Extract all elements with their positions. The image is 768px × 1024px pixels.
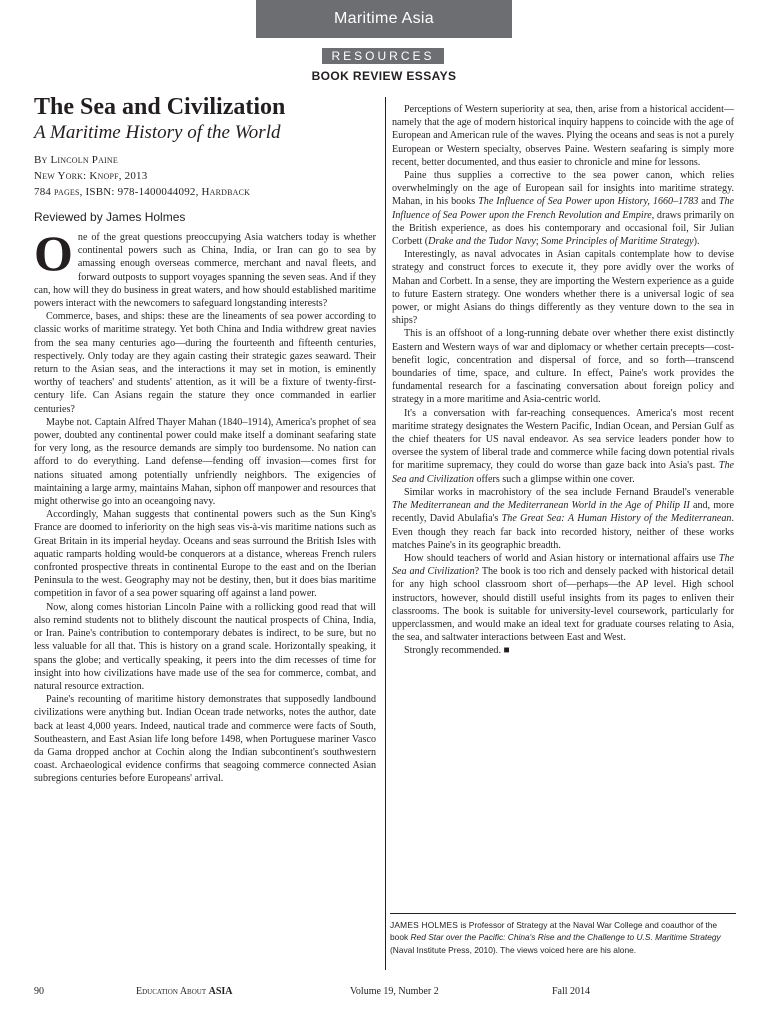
book-title-reference: Drake and the Tudor Navy (428, 236, 536, 248)
paragraph: Accordingly, Mahan suggests that continental powers such as the Sun King's France are doomed to inferiority on the high seas vis-à-vis maritime nations such as Great Britain in its imperial heyday. Oceans and seas surround the British Isles with aquatic ramparts holding would-be conquerors at a distance, whereas French rulers confronted prospective threats in continental Europe to the east and on the Iberian Peninsula to the west. Geography may not be destiny, then, but it does bias maritime competition in favor of a sea power squaring off against a land power. (34, 509, 376, 600)
paragraph: Paine's recounting of maritime history demonstrates that supposedly landbound civilizations were anything but. Indian Ocean trade networks, notes the author, date back at least 4,000 years. Indeed, nautical trade and commerce were facts of South, Southeastern, and East Asian life long before 1498, when Portuguese mariner Vasco da Gama dropped anchor at Cochin along the Indian subcontinent's southwestern coast. Archaeological evidence confirms that seagoing commerce connected Asian subregions centuries before Europeans' arrival. (34, 694, 376, 785)
author-line: By Lincoln Paine (34, 154, 118, 166)
isbn-value: 978-1400044092 (117, 186, 196, 198)
author-bio: JAMES HOLMES is Professor of Strategy at the Naval War College and coauthor of the book Red Star over the Pacific: China's Rise and the Challenge to U.S. Maritime Strategy (Naval Institute Press, 2010). The views voiced here are his alone. (390, 920, 721, 955)
book-title-reference: The Sea and Civilization (392, 460, 734, 485)
paragraph: Commerce, bases, and ships: these are the lineaments of sea power according to classic works of maritime strategy. Yet both China and India withdrew great navies from the sea many centuries ago—during the fourteenth and fifteenth centuries, respectively. Only today are they again casting their strategic gazes seaward. Their return to the Asian seas, and the interactions it may set in motion, is eminently worthy of teachers' and students' attention, as it will be a fixture of twenty-first-century life. Can Asians regain the stature they once commanded in earlier centuries? (34, 311, 376, 415)
volume-number: Volume 19, Number 2 (350, 986, 439, 997)
book-title-reference: The Mediterranean and the Mediterranean World in the Age of Philip II (392, 500, 690, 512)
right-column (392, 103, 734, 658)
bio-name: JAMES HOLMES (390, 920, 459, 930)
book-title-reference: The Sea and Civilization (392, 552, 734, 578)
paragraph: Now, along comes historian Lincoln Paine with a rollicking good read that will also remind students not to blithely discount the nautical prospects of China, India, or Iran. Paine's contribution to contemporary debates is indirect, to be sure, but no less valuable for all that. This is history on a grand scale. Horizontally speaking, it spans the globe; and vertically speaking, it peers into the dim recesses of time for insight into how civilizations have made use of the sea for commerce, combat, and natural resource extraction. (34, 601, 376, 692)
book-details-line (34, 184, 376, 200)
category-label: RESOURCES (322, 48, 444, 64)
left-column (34, 94, 376, 786)
book-title-reference: The Influence of Sea Power upon History, 1660–1783 (478, 196, 699, 208)
paragraph: Perceptions of Western superiority at sea, then, arise from a historical accident—namely that the age of modern historical inquiry happens to coincide with the age of European and American rule of the waves. Plying the oceans and seas is not a purely European or Western specialty, observes Paine. Western seafaring is simply more recent, better documented, and thus easier to chronicle and mine for lessons. (392, 104, 734, 168)
section-banner (256, 0, 512, 38)
paragraph: How should teachers of world and Asian history or international affairs use The Sea and Civilization? The book is too rich and densely packed with historical detail for any high school classroom short of—perhaps—the AP level. High school instructors, however, should distill useful insights from its pages to enliven their classrooms. The book is suitable for university-level coursework, particularly for upperclassmen, and would make an ideal text for graduate courses relating to Asia, the sea, and saltwater interactions between East and West. (392, 552, 734, 644)
publisher-line: New York: Knopf, 2013 (34, 170, 148, 182)
paragraph: Similar works in macrohistory of the sea include Fernand Braudel's venerable The Mediterranean and the Mediterranean World in the Age of Philip II and, more recently, David Abulafia's The Great Sea: A Human History of the Mediterranean. Even though they reach far back into recorded history, neither of these works matches Paine's in its geographic breadth. (392, 486, 734, 551)
journal-name: Education About ASIA (136, 986, 233, 997)
paragraph: This is an offshoot of a long-running debate over whether there exist distinctly Eastern and Western ways of war and diplomacy or whether certain precepts—cost-benefit logic, concentration and dispersal of force, and so forth—transcend boundaries of time, space, and culture. In effect, Paine's work provides the fundamental research for a fascinating conversation about foreign policy and strategy in a more maritime and Asia-centric world. (392, 328, 734, 406)
paragraph: Strongly recommended. ■ (404, 645, 510, 657)
subcategory-label: BOOK REVIEW ESSAYS (311, 69, 457, 83)
bio-divider (390, 913, 736, 914)
bio-book-title: Red Star over the Pacific: China's Rise and the Challenge to U.S. Maritime Strategy (410, 932, 721, 943)
book-title-reference: The Influence of Sea Power upon the French Revolution and Empire (392, 196, 734, 221)
paragraph: Paine thus supplies a corrective to the sea power canon, which relies overwhelmingly on the age of European sail for insights into maritime strategy. Mahan, in his books The Influence of Sea Power upon History, 1660–1783 and The Influence of Sea Power upon the French Revolution and Empire, draws primarily on the British experience, as does his contemporary and occasional foil, Sir Julian Corbett (Drake and the Tudor Navy; Some Principles of Maritime Strategy). (392, 170, 734, 248)
paragraph: Interestingly, as naval advocates in Asian capitals contemplate how to devise strategy and construct forces to execute it, they pore avidly over the works of Mahan and Corbett. In a sense, they are importing the Western experience as a guide to future Eastern strategy. One wonders whether there is a universal logic of sea power, or might Asians do things differently as they venture down to the sea in ships? (392, 249, 734, 327)
format-suffix: , Hardback (195, 186, 251, 198)
book-subtitle: A Maritime History of the World (34, 122, 281, 143)
end-mark-icon: ■ (501, 645, 510, 657)
drop-cap: O (34, 225, 73, 281)
paragraph: One of the great questions preoccupying Asia watchers today is whether continental powers such as China, India, or Iran can go to sea by amassing enough overseas commerce, merchant and naval fleets, and forward outposts to support voyages spanning the seven seas. And if they can, how will they do business in great waters, and how should established maritime powers interact with the newcomers to safeguard longstanding interests? (34, 225, 376, 310)
page-number: 90 (34, 986, 44, 997)
column-divider (385, 97, 386, 970)
paragraph: Maybe not. Captain Alfred Thayer Mahan (1840–1914), America's prophet of sea power, doubted any continental power could make itself a dominant seafaring state for very long, as the resource demands are simply too burdensome. No nation can afford to do everything. Land defense—fending off invasion—comes first for nations situated among potentially unfriendly neighbors. The exigencies of maintaining a large army, maintains Mahan, siphon off manpower and resources that might otherwise go into an oceangoing navy. (34, 416, 376, 508)
book-title-reference: The Great Sea: A Human History of the Mediterranean (501, 513, 732, 525)
review-body-right (392, 103, 734, 658)
pages-prefix: 784 pages, ISBN: (34, 186, 118, 198)
section-title: Maritime Asia (334, 10, 434, 27)
paragraph: It's a conversation with far-reaching consequences. America's most recent maritime strategy designates the Western Pacific, Indian Ocean, and Persian Gulf as the chief theaters for US naval endeavor. As sea service leaders ponder how to oversee the system of liberal trade and commerce while facing down potential rivals for maritime supremacy, they could do worse than gaze back into Asia's past. The Sea and Civilization offers such a glimpse within one cover. (392, 407, 734, 485)
issue-date: Fall 2014 (552, 986, 591, 997)
review-body-left (34, 225, 376, 786)
book-title-reference: Some Principles of Maritime Strategy (541, 236, 694, 248)
reviewer-line: Reviewed by James Holmes (34, 210, 186, 224)
book-title: The Sea and Civilization (34, 94, 286, 120)
